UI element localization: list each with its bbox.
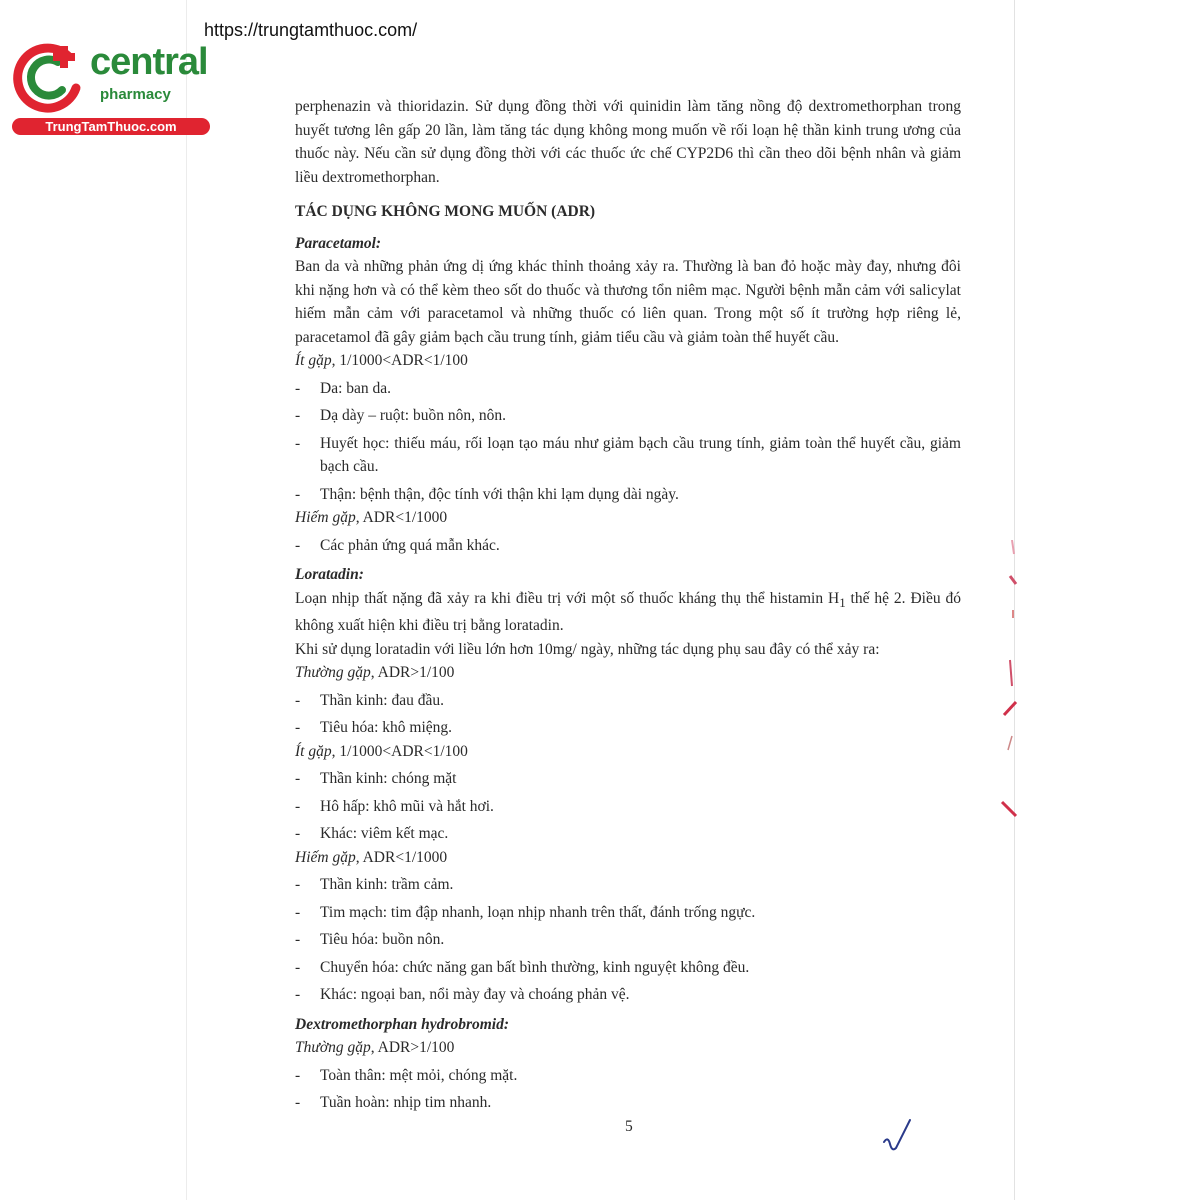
frequency-term: Hiếm gặp bbox=[295, 509, 356, 526]
source-url: https://trungtamthuoc.com/ bbox=[204, 20, 418, 40]
frequency-label bbox=[295, 846, 961, 870]
loratadin-description-part: thế hệ 2. Điều đó không xuất hiện khi điều trị bằng loratadin. bbox=[295, 589, 961, 635]
list-item: - Dạ dày – ruột: buồn nôn, nôn. bbox=[295, 404, 961, 428]
frequency-range: , ADR<1/1000 bbox=[355, 509, 448, 526]
list-item: - Các phản ứng quá mẫn khác. bbox=[295, 534, 961, 558]
frequency-label bbox=[295, 661, 961, 685]
margin-stamp-marks bbox=[998, 540, 1022, 830]
list-item: - Tim mạch: tim đập nhanh, loạn nhịp nhanh trên thất, đánh trống ngực. bbox=[295, 901, 961, 925]
page-edge-left bbox=[186, 0, 187, 1200]
frequency-range: , 1/1000<ADR<1/100 bbox=[331, 352, 468, 369]
adr-list bbox=[295, 377, 961, 507]
list-item: - Chuyển hóa: chức năng gan bất bình thường, kinh nguyệt không đều. bbox=[295, 956, 961, 980]
frequency-label bbox=[295, 349, 961, 373]
frequency-label bbox=[295, 1036, 961, 1060]
list-item: - Toàn thân: mệt mỏi, chóng mặt. bbox=[295, 1064, 961, 1088]
paracetamol-heading: Paracetamol: bbox=[295, 234, 382, 252]
loratadin-description-part: Loạn nhịp thất nặng đã xảy ra khi điều trị với một số thuốc kháng thụ thể histamin H bbox=[295, 589, 840, 607]
frequency-range: , ADR<1/1000 bbox=[355, 848, 448, 866]
page-number: 5 bbox=[625, 1118, 633, 1135]
logo-subtitle: pharmacy bbox=[100, 86, 171, 103]
frequency-label bbox=[295, 740, 961, 764]
frequency-range: , 1/1000<ADR<1/100 bbox=[331, 742, 468, 760]
handwritten-check-mark bbox=[880, 1118, 914, 1158]
loratadin-dose-note: Khi sử dụng loratadin với liều lớn hơn 10mg/ ngày, những tác dụng phụ sau đây có thể xảy ra: bbox=[295, 640, 880, 658]
list-item: - Thận: bệnh thận, độc tính với thận khi lạm dụng dài ngày. bbox=[295, 483, 961, 507]
frequency-term: Thường gặp bbox=[295, 1039, 371, 1057]
list-item: - Huyết học: thiếu máu, rối loạn tạo máu như giảm bạch cầu trung tính, giảm toàn thể huyết cầu, giảm bạch cầu. bbox=[295, 432, 961, 479]
loratadin-heading: Loratadin: bbox=[295, 566, 364, 583]
frequency-range: , ADR>1/100 bbox=[370, 1039, 455, 1057]
logo-brand: central bbox=[90, 41, 208, 83]
adr-list bbox=[295, 689, 961, 740]
adr-list bbox=[295, 873, 961, 1007]
pharmacy-logo bbox=[10, 40, 220, 135]
list-item: - Tiêu hóa: buồn nôn. bbox=[295, 928, 961, 952]
list-item: - Hô hấp: khô mũi và hắt hơi. bbox=[295, 795, 961, 819]
frequency-term: Ít gặp bbox=[295, 742, 332, 760]
list-item: - Khác: viêm kết mạc. bbox=[295, 822, 961, 846]
frequency-range: , ADR>1/100 bbox=[370, 664, 455, 682]
list-item: - Thần kinh: đau đầu. bbox=[295, 689, 961, 713]
loratadin-description bbox=[295, 587, 961, 638]
paracetamol-description: Ban da và những phản ứng dị ứng khác thỉnh thoảng xảy ra. Thường là ban đỏ hoặc mày đay, nhưng đôi khi nặng hơn và có thể kèm theo sốt do thuốc và thương tổn niêm mạc. Người bệnh mẫn cảm với salicylat hiếm mẫn cảm với paracetamol và những thuốc có liên quan. Trong một số ít trường hợp riêng lẻ, paracetamol đã gây giảm bạch cầu trung tính, giảm tiểu cầu và giảm toàn thể huyết cầu. bbox=[295, 258, 961, 346]
list-item: - Khác: ngoại ban, nổi mày đay và choáng phản vệ. bbox=[295, 983, 961, 1007]
logo-site-name: TrungTamThuoc.com bbox=[12, 118, 210, 135]
frequency-term: Thường gặp bbox=[295, 664, 371, 682]
adr-list bbox=[295, 534, 961, 558]
document-body bbox=[295, 95, 961, 1115]
dextromethorphan-heading: Dextromethorphan hydrobromid: bbox=[295, 1015, 510, 1033]
list-item: - Thần kinh: trầm cảm. bbox=[295, 873, 961, 897]
list-item: - Thần kinh: chóng mặt bbox=[295, 767, 961, 791]
pharmacy-logo-icon bbox=[10, 40, 90, 118]
frequency-term: Ít gặp bbox=[295, 352, 332, 369]
list-item: - Da: ban da. bbox=[295, 377, 961, 401]
histamin-subscript: 1 bbox=[839, 594, 846, 610]
intro-paragraph: perphenazin và thioridazin. Sử dụng đồng thời với quinidin làm tăng nồng độ dextromethorphan trong huyết tương lên gấp 20 lần, làm tăng tác dụng không mong muốn về rối loạn hệ thần kinh trung ương của thuốc này. Nếu cần sử dụng đồng thời với các thuốc ức chế CYP2D6 thì cần theo dõi bệnh nhân và giảm liều dextromethorphan. bbox=[295, 98, 961, 186]
section-title: TÁC DỤNG KHÔNG MONG MUỐN (ADR) bbox=[295, 203, 596, 220]
list-item: - Tuần hoàn: nhịp tim nhanh. bbox=[295, 1091, 961, 1115]
frequency-term: Hiếm gặp bbox=[295, 848, 356, 866]
adr-list bbox=[295, 767, 961, 846]
list-item: - Tiêu hóa: khô miệng. bbox=[295, 716, 961, 740]
adr-list bbox=[295, 1064, 961, 1115]
frequency-label bbox=[295, 506, 961, 530]
